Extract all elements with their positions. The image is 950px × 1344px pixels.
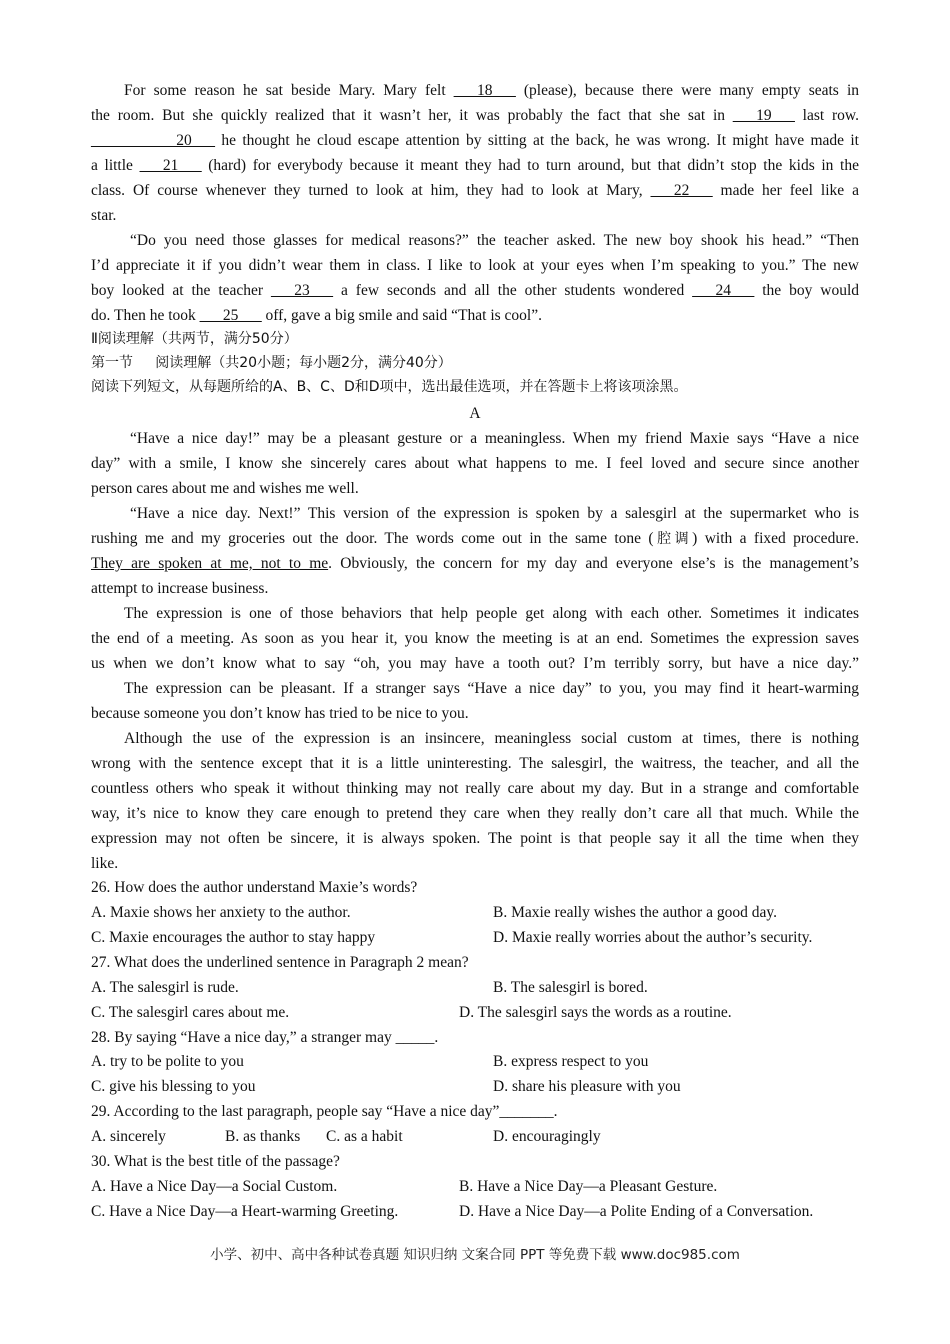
- cloze-line: the room. But she quickly realized that it wasn’t her, it was probably the fact that she sat in ___19___ last row.: [91, 107, 859, 124]
- q26-option-b: B. Maxie really wishes the author a good day.: [493, 904, 777, 921]
- passage-line: us when we don’t know what to say “oh, you may have a tooth out? I’m terribly sorry, but have a nice day.”: [91, 655, 859, 672]
- q30-option-d: D. Have a Nice Day—a Polite Ending of a Conversation.: [459, 1203, 814, 1220]
- cloze-line: I’d appreciate it if you didn’t wear them in class. I like to look at your eyes when I’m speaking to you.” The new: [91, 257, 859, 274]
- blank-20: ___20___: [153, 132, 215, 149]
- instructions: 阅读下列短文，从每题所给的A、B、C、D和D项中，选出最佳选项，并在答题卡上将该项涂黑。: [91, 379, 688, 395]
- q27-option-d: D. The salesgirl says the words as a routine.: [459, 1004, 732, 1021]
- question-28-stem: 28. By saying “Have a nice day,” a stranger may _____.: [91, 1029, 439, 1046]
- q26-option-d: D. Maxie really worries about the author’s security.: [493, 929, 813, 946]
- q26-option-a: A. Maxie shows her anxiety to the author.: [91, 904, 351, 921]
- cloze-line: ___________20___ he thought he cloud escape attention by sitting at the back, he was wrong. It might have made it: [91, 132, 859, 149]
- q30-option-a: A. Have a Nice Day—a Social Custom.: [91, 1178, 338, 1195]
- blank-22: ___22___: [650, 182, 713, 199]
- passage-line: “Have a nice day!” may be a pleasant gesture or a meaningless. When my friend Maxie says “Have a nice: [130, 430, 859, 447]
- q29-option-c: C. as a habit: [326, 1128, 403, 1145]
- passage-label: A: [469, 405, 481, 422]
- question-27-stem: 27. What does the underlined sentence in Paragraph 2 mean?: [91, 954, 469, 971]
- cloze-line: boy looked at the teacher ___23___ a few seconds and all the other students wondered ___24___ the boy would: [91, 282, 860, 299]
- question-29-stem: 29. According to the last paragraph, people say “Have a nice day”_______.: [91, 1103, 558, 1120]
- blank-18: ___18___: [453, 82, 516, 99]
- blank-23: ___23___: [271, 282, 334, 299]
- part-title: Ⅱ阅读理解（共两节，满分50分）: [91, 331, 298, 347]
- passage-line: day” with a smile, I know she sincerely cares about what happens to me. I feel loved and secure since another: [91, 455, 859, 472]
- passage-line: The expression can be pleasant. If a stranger says “Have a nice day” to you, you may find it heart-warming: [124, 680, 859, 697]
- passage-line: person cares about me and wishes me well.: [91, 480, 359, 497]
- cloze-line: class. Of course whenever they turned to look at him, they had to look at Mary, ___22___ made her feel like a: [91, 182, 859, 199]
- blank-24: ___24___: [692, 282, 755, 299]
- q28-option-a: A. try to be polite to you: [91, 1053, 244, 1070]
- blank-19: ___19___: [732, 107, 795, 124]
- passage-line: rushing me and my groceries out the door. The words come out in the same tone (腔调) with a fixed procedure.: [91, 530, 859, 547]
- passage-line: like.: [91, 855, 119, 872]
- cloze-line: do. Then he took ___25___ off, gave a big smile and said “That is cool”.: [91, 307, 542, 324]
- passage-line: expression may not often be sincere, it is always spoken. The point is that people say it all the time when they: [91, 830, 859, 847]
- q29-option-b: B. as thanks: [225, 1128, 301, 1145]
- blank-21: ___21___: [139, 157, 202, 174]
- page-footer: 小学、初中、高中各种试卷真题 知识归纳 文案合同 PPT 等免费下载 www.doc985.com: [210, 1247, 740, 1263]
- q28-option-b: B. express respect to you: [493, 1053, 649, 1070]
- cloze-line: star.: [91, 207, 117, 224]
- q27-option-a: A. The salesgirl is rude.: [91, 979, 239, 996]
- cloze-line: For some reason he sat beside Mary. Mary felt ___18___ (please), because there were many empty seats in: [124, 82, 859, 99]
- q26-option-c: C. Maxie encourages the author to stay happy: [91, 929, 376, 946]
- question-26-stem: 26. How does the author understand Maxie’s words?: [91, 879, 418, 896]
- cloze-line: a little ___21___ (hard) for everybody because it meant they had to turn around, but that didn’t stop the kids in the: [91, 157, 859, 174]
- passage-line: countless others who speak it without thinking may not really care about my day. But in a strange and comfortable: [91, 780, 859, 797]
- q30-option-b: B. Have a Nice Day—a Pleasant Gesture.: [459, 1178, 718, 1195]
- blank-25: ___25___: [199, 307, 262, 324]
- underlined-sentence: They are spoken at me, not to me: [91, 555, 329, 572]
- q29-option-a: A. sincerely: [91, 1128, 166, 1145]
- q28-option-d: D. share his pleasure with you: [493, 1078, 681, 1095]
- q30-option-c: C. Have a Nice Day—a Heart-warming Greeting.: [91, 1203, 399, 1220]
- passage-line: wrong with the sentence except that it is a little uninteresting. The salesgirl, the waitress, the teacher, and all the: [91, 755, 859, 772]
- q27-option-c: C. The salesgirl cares about me.: [91, 1004, 290, 1021]
- passage-line: way, it’s nice to know they care enough to pretend they care when they really don’t care all that much. While the: [91, 805, 859, 822]
- passage-line: The expression is one of those behaviors that help people get along with each other. Sometimes it indicates: [124, 605, 859, 622]
- question-30-stem: 30. What is the best title of the passage?: [91, 1153, 340, 1170]
- q28-option-c: C. give his blessing to you: [91, 1078, 256, 1095]
- q27-option-b: B. The salesgirl is bored.: [493, 979, 648, 996]
- passage-line: “Have a nice day. Next!” This version of the expression is spoken by a salesgirl at the supermarket who is: [130, 505, 859, 522]
- passage-line: the end of a meeting. As soon as you hear it, you know the meeting is at an end. Sometimes the expression saves: [91, 630, 859, 647]
- passage-line: because someone you don’t know has tried to be nice to you.: [91, 705, 469, 722]
- passage-line: attempt to increase business.: [91, 580, 269, 597]
- subsection-title: 第一节 阅读理解（共20小题；每小题2分，满分40分）: [91, 355, 452, 371]
- passage-line: They are spoken at me, not to me. Obviously, the concern for my day and everyone else’s is the management’s: [91, 555, 859, 572]
- passage-line: Although the use of the expression is an insincere, meaningless social custom at times, there is nothing: [124, 730, 859, 747]
- cloze-line: “Do you need those glasses for medical reasons?” the teacher asked. The new boy shook his head.” “Then: [130, 232, 859, 249]
- q29-option-d: D. encouragingly: [493, 1128, 601, 1145]
